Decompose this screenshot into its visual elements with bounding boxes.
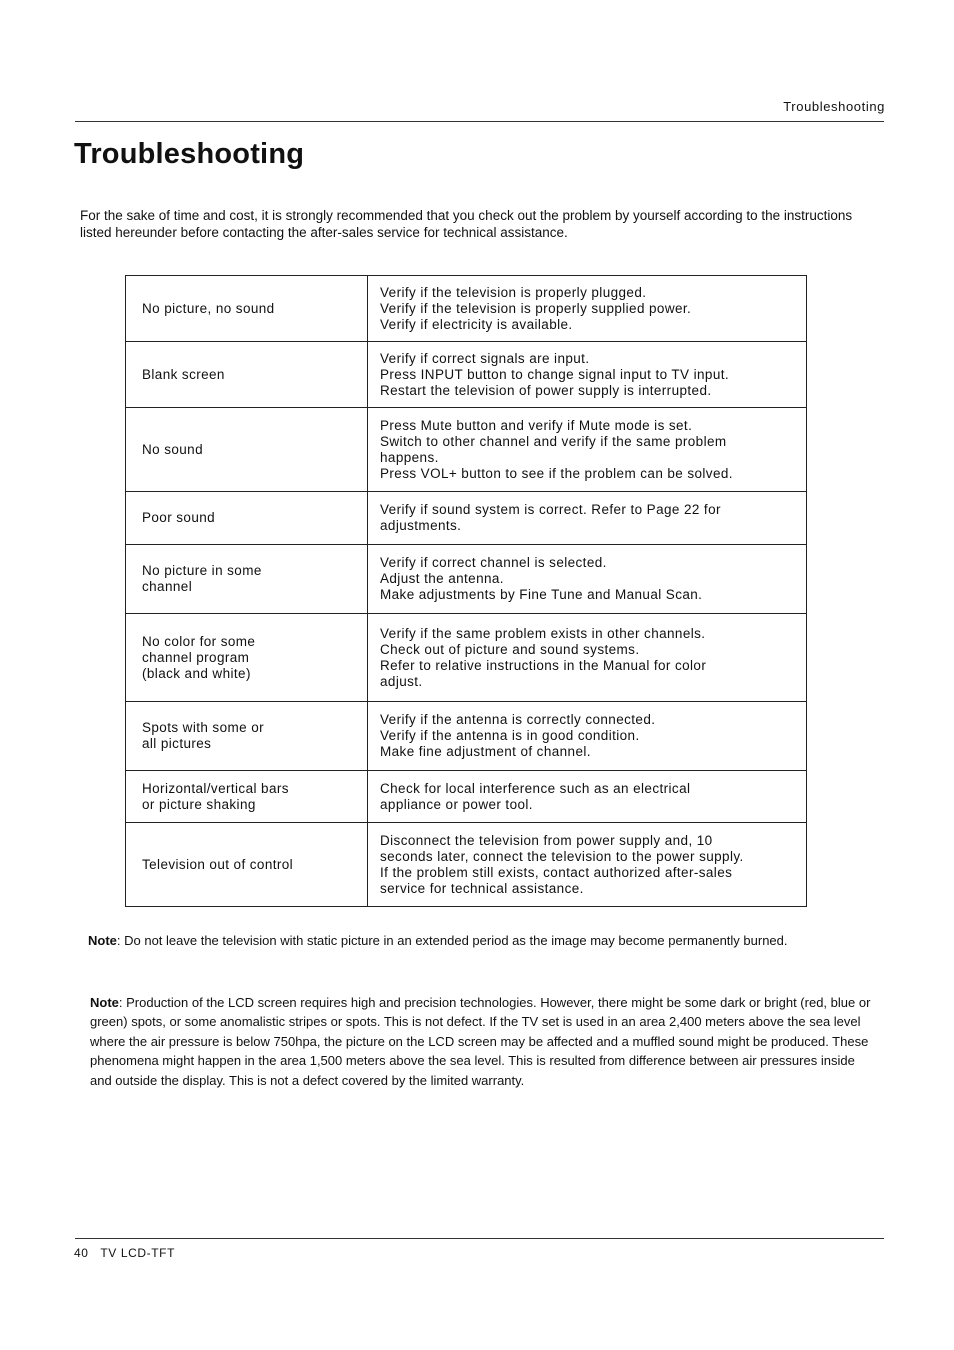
lcd-production-note (90, 993, 880, 1090)
solution-cell (368, 408, 807, 492)
solution-line: Make adjustments by Fine Tune and Manual Scan. (380, 587, 703, 602)
problem-text: No picture in some (142, 563, 262, 578)
solution-line: Press VOL+ button to see if the problem can be solved. (380, 465, 733, 481)
solution-line: Verify if the television is properly supplied power. (380, 300, 692, 316)
note-label: Note (88, 933, 117, 948)
solution-line: adjustments. (380, 518, 462, 533)
solution-line: seconds later, connect the television to the power supply. (380, 848, 744, 864)
solution-line: Verify if the same problem exists in other channels. (380, 625, 706, 641)
problem-text: Horizontal/vertical bars (142, 780, 289, 796)
header-rule (75, 121, 884, 122)
solution-line: Check for local interference such as an electrical (380, 780, 691, 796)
problem-text: No color for some (142, 633, 256, 649)
solution-line: adjust. (380, 673, 423, 689)
note-text: : Production of the LCD screen requires high and precision technologies. However, there might be some dark or bright (red, blue or green) spots, or some anomalistic stripes or spots. This is not defect. If the TV set is used in an area 2,400 meters above the sea level where the air pressure is below 750hpa, the picture on the LCD screen may be affected and a muffled sound might be produced. These phenomena might happen in the area 1,500 meters above the sea level. This is resulted from difference between air pressures inside and outside the display. This is not a defect covered by the limited warranty. (90, 995, 871, 1088)
problem-text: No picture, no sound (142, 300, 275, 316)
page-title: Troubleshooting (74, 138, 305, 170)
solution-cell (368, 545, 807, 614)
problem-text: Blank screen (142, 366, 225, 382)
table-row (126, 492, 807, 545)
solution-line: Check out of picture and sound systems. (380, 641, 640, 657)
problem-text: Television out of control (142, 856, 294, 872)
table-row (126, 276, 807, 342)
problem-cell (126, 492, 368, 545)
solution-line: Verify if correct channel is selected. (380, 555, 607, 570)
solution-line: Verify if sound system is correct. Refer to Page 22 for (380, 502, 721, 517)
problem-text: channel program (142, 649, 250, 665)
table-row (126, 823, 807, 907)
solution-cell (368, 614, 807, 702)
solution-line: Make fine adjustment of channel. (380, 744, 591, 759)
solution-line: appliance or power tool. (380, 796, 533, 812)
troubleshooting-table (125, 275, 807, 907)
solution-line: Verify if electricity is available. (380, 316, 573, 332)
product-name: TV LCD-TFT (100, 1246, 176, 1260)
intro-paragraph: For the sake of time and cost, it is strongly recommended that you check out the problem by yourself according to the instructions listed hereunder before contacting the after-sales service for technical assistance. (80, 208, 853, 240)
solution-cell (368, 702, 807, 771)
solution-line: Press INPUT button to change signal input to TV input. (380, 366, 730, 382)
problem-cell (126, 614, 368, 702)
problem-text: all pictures (142, 736, 212, 751)
table-row (126, 771, 807, 823)
header-section-label: Troubleshooting (783, 99, 885, 114)
table-row (126, 545, 807, 614)
note-text: : Do not leave the television with static picture in an extended period as the image may become permanently burned. (116, 933, 788, 948)
solution-line: Verify if the antenna is correctly connected. (380, 712, 656, 727)
table-row (126, 702, 807, 771)
problem-cell (126, 342, 368, 408)
solution-line: Verify if the television is properly plugged. (380, 284, 647, 300)
solution-line: Disconnect the television from power supply and, 10 (380, 832, 713, 848)
burn-in-note (88, 931, 878, 950)
problem-text: channel (142, 579, 193, 594)
solution-cell (368, 771, 807, 823)
page-number: 40 (74, 1246, 89, 1260)
solution-line: Restart the television of power supply is interrupted. (380, 382, 712, 398)
problem-cell (126, 702, 368, 771)
problem-text: Spots with some or (142, 720, 264, 735)
table-row (126, 408, 807, 492)
solution-line: If the problem still exists, contact authorized after-sales (380, 864, 733, 880)
problem-cell (126, 276, 368, 342)
solution-line: happens. (380, 449, 439, 465)
solution-line: Refer to relative instructions in the Manual for color (380, 657, 707, 673)
footer (74, 1246, 175, 1260)
problem-cell (126, 545, 368, 614)
solution-cell (368, 276, 807, 342)
solution-cell (368, 492, 807, 545)
solution-line: Verify if the antenna is in good condition. (380, 728, 640, 743)
table-row (126, 342, 807, 408)
note-label: Note (90, 995, 119, 1010)
problem-text: or picture shaking (142, 796, 256, 812)
problem-text: Poor sound (142, 510, 216, 525)
problem-text: No sound (142, 441, 203, 457)
solution-line: service for technical assistance. (380, 880, 584, 896)
solution-line: Adjust the antenna. (380, 571, 504, 586)
problem-cell (126, 408, 368, 492)
problem-cell (126, 771, 368, 823)
solution-cell (368, 823, 807, 907)
problem-text: (black and white) (142, 665, 251, 681)
solution-cell (368, 342, 807, 408)
footer-rule (75, 1238, 884, 1239)
table-row (126, 614, 807, 702)
solution-line: Verify if correct signals are input. (380, 350, 590, 366)
problem-cell (126, 823, 368, 907)
solution-line: Press Mute button and verify if Mute mode is set. (380, 417, 693, 433)
solution-line: Switch to other channel and verify if the same problem (380, 433, 727, 449)
